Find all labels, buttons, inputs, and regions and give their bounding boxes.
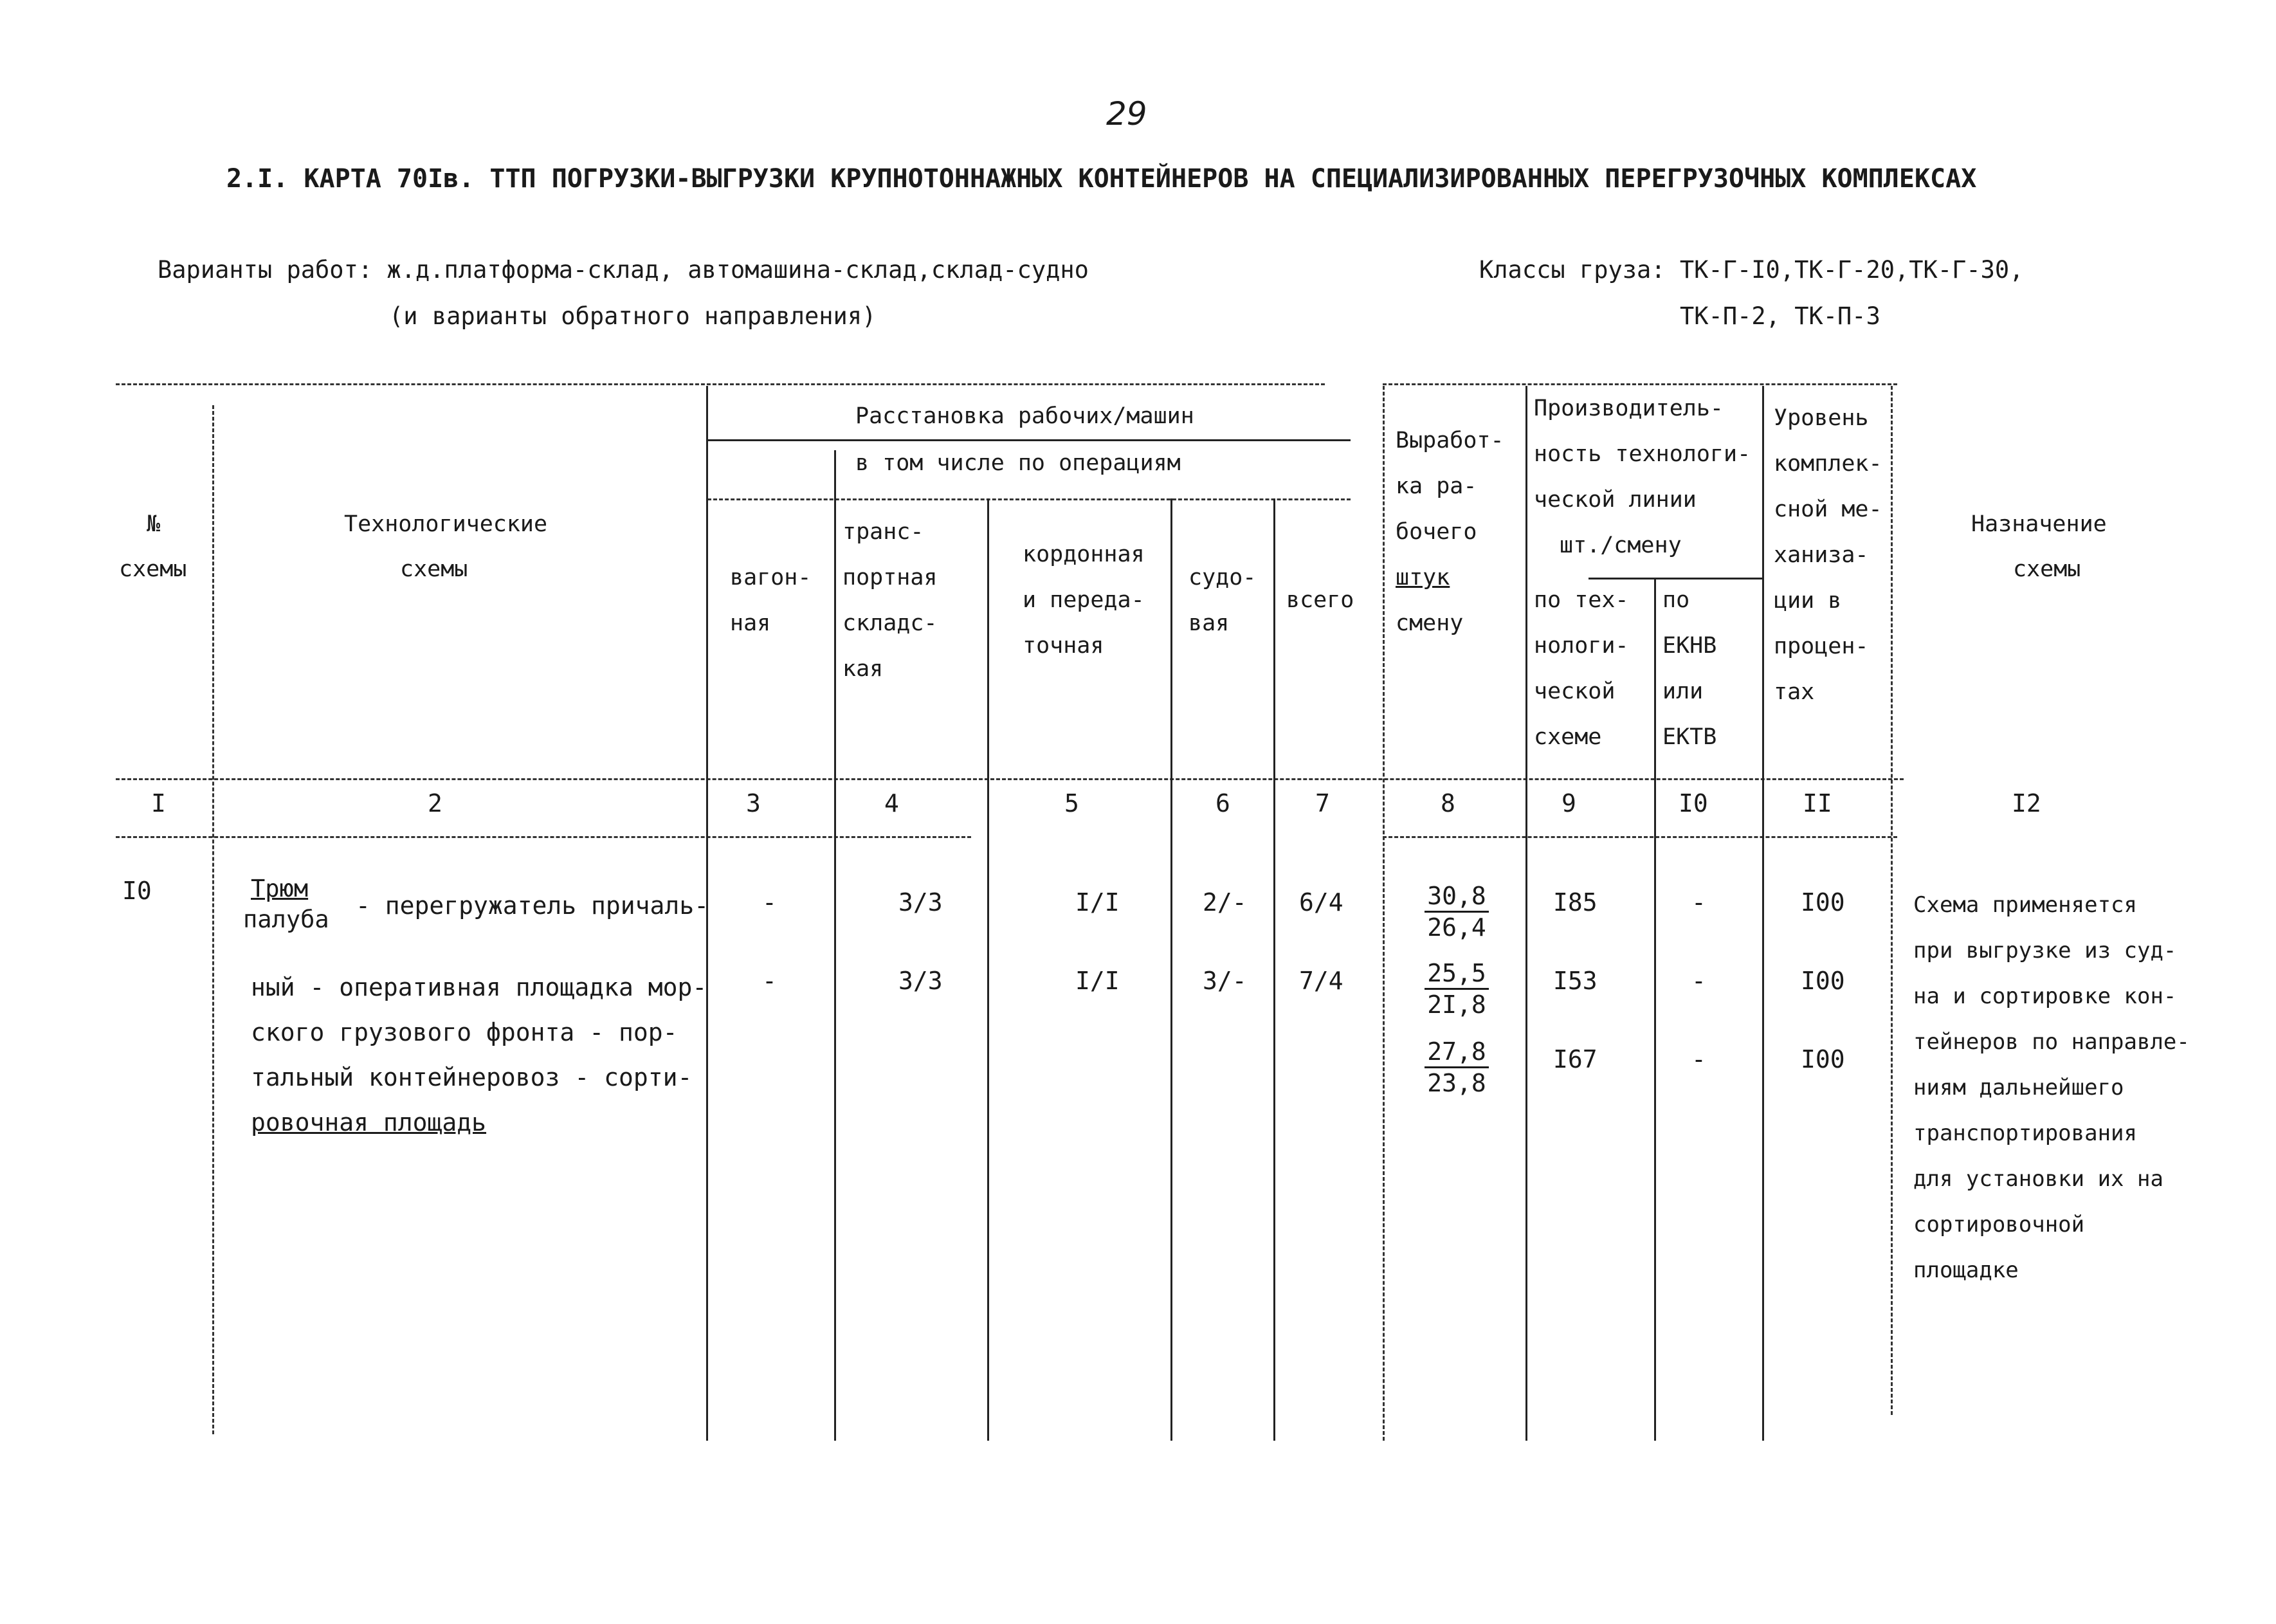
header-tech-schemes-1: Технологические xyxy=(344,511,548,537)
colnum-5: 5 xyxy=(1064,789,1079,817)
r1-c10: - xyxy=(1691,888,1706,917)
r1-c4: 3/3 xyxy=(898,888,943,917)
r2-c4: 3/3 xyxy=(898,967,943,995)
r3-c9: I67 xyxy=(1553,1045,1598,1073)
r1-c7: 6/4 xyxy=(1299,888,1343,917)
scheme-hold: Трюм xyxy=(251,875,309,902)
r3-c8: 27,8 23,8 xyxy=(1418,1037,1495,1098)
header-by-operations: в том числе по операциям xyxy=(855,450,1181,476)
r2-c3: - xyxy=(762,967,777,995)
header-productivity: Производитель- ность технологи- ческой линии шт./смену xyxy=(1534,396,1751,558)
scheme-first-line xyxy=(251,876,308,902)
colnum-1: I xyxy=(151,789,166,817)
r2-c6: 3/- xyxy=(1203,967,1247,995)
scheme-first-rest: - перегружатель причаль- xyxy=(356,891,709,920)
header-scheme-no-symbol: № xyxy=(147,511,161,537)
colnum-12: I2 xyxy=(2012,789,2041,817)
r2-c9: I53 xyxy=(1553,967,1598,995)
page-number: 29 xyxy=(1106,95,1147,132)
header-col4: транс- портная складс- кая xyxy=(842,519,938,682)
cargo-classes: Классы груза: ТК-Г-I0,ТК-Г-20,ТК-Г-30, xyxy=(1479,256,2024,284)
colnum-8: 8 xyxy=(1441,789,1455,817)
header-placement: Расстановка рабочих/машин xyxy=(855,403,1194,429)
page-title: 2.I. КАРТА 70Iв. ТТП ПОГРУЗКИ-ВЫГРУЗКИ КРУПНОТОННАЖНЫХ КОНТЕЙНЕРОВ НА СПЕЦИАЛИЗИРОВАННЫХ ПЕРЕГРУЗОЧНЫХ КОМПЛЕКСАХ xyxy=(226,164,1977,194)
r3-c11: I00 xyxy=(1801,1045,1845,1073)
colnum-9: 9 xyxy=(1561,789,1576,817)
work-variants: Варианты работ: ж.д.платформа-склад, автомашина-склад,склад-судно xyxy=(158,256,1089,284)
header-col9: по тех- нологи- ческой схеме xyxy=(1534,587,1629,750)
scheme-desc: ный - оперативная площадка мор- ского грузового фронта - пор- тальный контейнеровоз - сорти- ровочная площадь xyxy=(251,973,707,1136)
r1-c8: 30,8 26,4 xyxy=(1418,881,1495,942)
colnum-6: 6 xyxy=(1215,789,1230,817)
scheme-deck: палуба xyxy=(243,906,329,933)
r1-c9: I85 xyxy=(1553,888,1598,917)
header-col5: кордонная и переда- точная xyxy=(1023,542,1145,659)
colnum-7: 7 xyxy=(1315,789,1330,817)
r2-c10: - xyxy=(1691,967,1706,995)
colnum-3: 3 xyxy=(746,789,761,817)
scheme-number: I0 xyxy=(122,877,152,905)
r2-c5: I/I xyxy=(1075,967,1120,995)
header-col10: по ЕКНВ или ЕКТВ xyxy=(1662,587,1717,750)
colnum-11: II xyxy=(1803,789,1832,817)
header-col7: всего xyxy=(1286,587,1354,613)
header-col12-1: Назначение xyxy=(1971,511,2107,537)
header-scheme-no: схемы xyxy=(119,556,187,582)
r2-c8: 25,5 2I,8 xyxy=(1418,958,1495,1019)
r1-c5: I/I xyxy=(1075,888,1120,917)
r2-c7: 7/4 xyxy=(1299,967,1343,995)
header-col6: судо- вая xyxy=(1188,565,1257,636)
cargo-classes-cont: ТК-П-2, ТК-П-3 xyxy=(1680,302,1880,330)
r1-c6: 2/- xyxy=(1203,888,1247,917)
work-variants-note: (и варианты обратного направления) xyxy=(389,302,877,330)
r3-c10: - xyxy=(1691,1045,1706,1073)
header-tech-schemes-2: схемы xyxy=(400,556,468,582)
r1-c3: - xyxy=(762,888,777,917)
r2-c11: I00 xyxy=(1801,967,1845,995)
header-col3: вагон- ная xyxy=(730,565,812,636)
colnum-4: 4 xyxy=(884,789,899,817)
colnum-10: I0 xyxy=(1679,789,1708,817)
header-col8: Выработ- ка ра- бочего штук смену xyxy=(1396,428,1504,636)
colnum-2: 2 xyxy=(428,789,442,817)
header-col11: Уровень комплек- сной ме- ханиза- ции в процен- тах xyxy=(1774,405,1882,705)
r1-c11: I00 xyxy=(1801,888,1845,917)
header-col12-2: схемы xyxy=(2013,556,2081,582)
scheme-purpose: Схема применяется при выгрузке из суд- на и сортировке кон- тейнеров по направле- ниям дальнейшего транспортирования для установки их на сортировочной площадке xyxy=(1913,892,2190,1283)
